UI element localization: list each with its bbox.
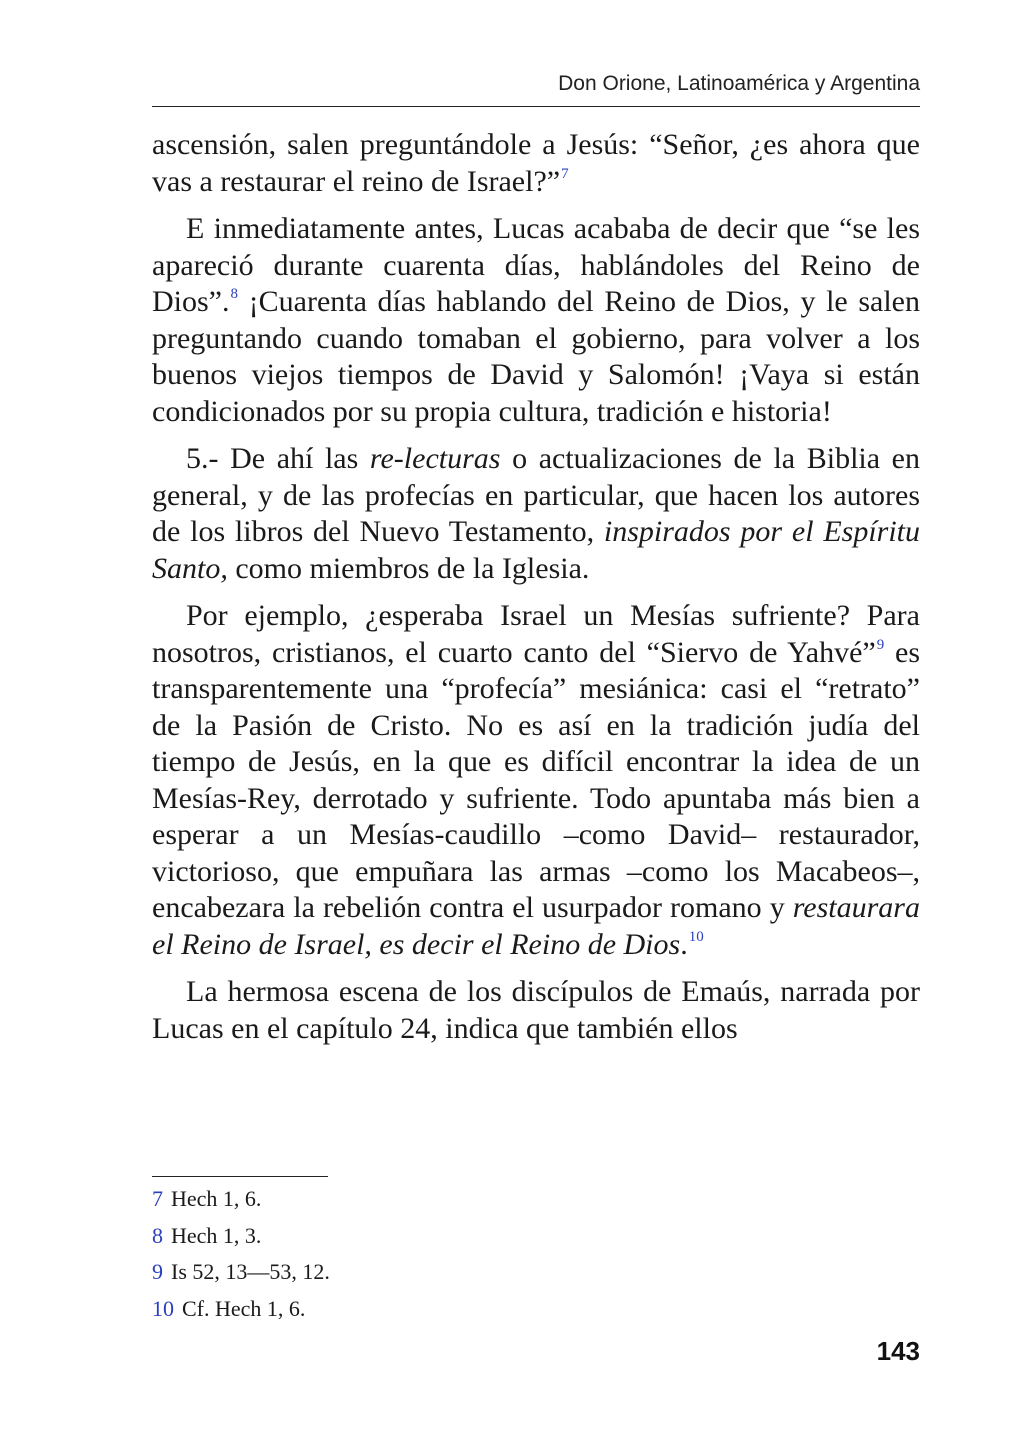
footnote-text: Cf. Hech 1, 6. [182, 1295, 306, 1321]
footnote-ref-8[interactable]: 8 [230, 286, 238, 302]
footnote-item [152, 1291, 920, 1328]
footnote-number[interactable]: 10 [152, 1295, 174, 1321]
running-header: Don Orione, Latinoamérica y Argentina [558, 72, 920, 95]
footnote-ref-7[interactable]: 7 [561, 165, 569, 182]
paragraph-3-emphasis-b: inspirados por el Espíritu Santo, [152, 515, 921, 585]
page-number: 143 [876, 1336, 920, 1366]
paragraph-5-text: La hermosa escena de los discípulos de Emaús, narrada por Lucas en el capítulo 24, indica que también ellos [152, 975, 920, 1045]
paragraph-5 [152, 974, 920, 1047]
paragraph-3-emphasis-a: re-lecturas [369, 442, 501, 475]
footnote-number[interactable]: 9 [152, 1259, 163, 1284]
paragraph-1 [152, 127, 920, 200]
paragraph-3 [152, 441, 920, 587]
paragraph-4-emphasis: restaurara el Reino de Israel, es decir el Reino de Dios [152, 891, 920, 961]
paragraph-1-text: ascensión, salen preguntándole a Jesús: “Señor, ¿es ahora que vas a restaurar el reino de Israel?” [152, 128, 920, 198]
footnote-ref-10[interactable]: 10 [688, 928, 704, 945]
paragraph-4-text-b: es transparentemente una “profecía” mesiánica: casi el “retrato” de la Pasión de Cristo. No es así en la tradición judía del tiempo de Jesús, en la que es difícil encontrar la idea de un Mesías-Rey, derrotado y sufriente. Todo apuntaba más bien a esperar a un Mesías-caudillo –como David– restaurador, victorioso, que empuñara las armas –como los Macabeos–, encabezara la rebelión contra el usurpador romano y [152, 635, 920, 924]
paragraph-2 [152, 211, 920, 430]
header-rule [152, 106, 920, 107]
footnote-number[interactable]: 8 [152, 1222, 163, 1248]
footnote-ref-9[interactable]: 9 [876, 636, 885, 653]
paragraph-4-text-a: Por ejemplo, ¿esperaba Israel un Mesías sufriente? Para nosotros, cristianos, el cuarto canto del “Siervo de Yahvé” [152, 599, 920, 669]
paragraph-4 [152, 598, 920, 963]
paragraph-3-text-c: como miembros de la Iglesia. [227, 551, 590, 585]
main-text [152, 127, 920, 1058]
footnote-text: Hech 1, 6. [171, 1186, 262, 1211]
footnote-text: Is 52, 13—53, 12. [171, 1259, 330, 1284]
footnote-rule [152, 1176, 328, 1177]
footnote-item [152, 1181, 920, 1218]
footnotes [152, 1181, 920, 1327]
footnote-text: Hech 1, 3. [171, 1222, 262, 1248]
paragraph-3-text-a: 5.- De ahí las [186, 442, 370, 475]
paragraph-4-text-c: . [680, 927, 688, 961]
paragraph-2-text-a: E inmediatamente antes, Lucas acababa de decir que “se les apareció durante cuarenta días, hablándoles del Reino de Dios”. [152, 212, 920, 318]
footnote-number[interactable]: 7 [152, 1186, 163, 1211]
paragraph-2-text-b: ¡Cuarenta días hablando del Reino de Dios, y le salen preguntando cuando tomaban el gobierno, para volver a los buenos viejos tiempos de David y Salomón! ¡Vaya si están condicionados por su propia cultura, tradición e historia! [152, 285, 920, 428]
paragraph-3-text-b: o actualizaciones de la Biblia en general, y de las profecías en particular, que hacen los autores de los libros del Nuevo Testamento, [152, 442, 920, 548]
footnote-item [152, 1218, 920, 1255]
footnote-item [152, 1254, 920, 1291]
